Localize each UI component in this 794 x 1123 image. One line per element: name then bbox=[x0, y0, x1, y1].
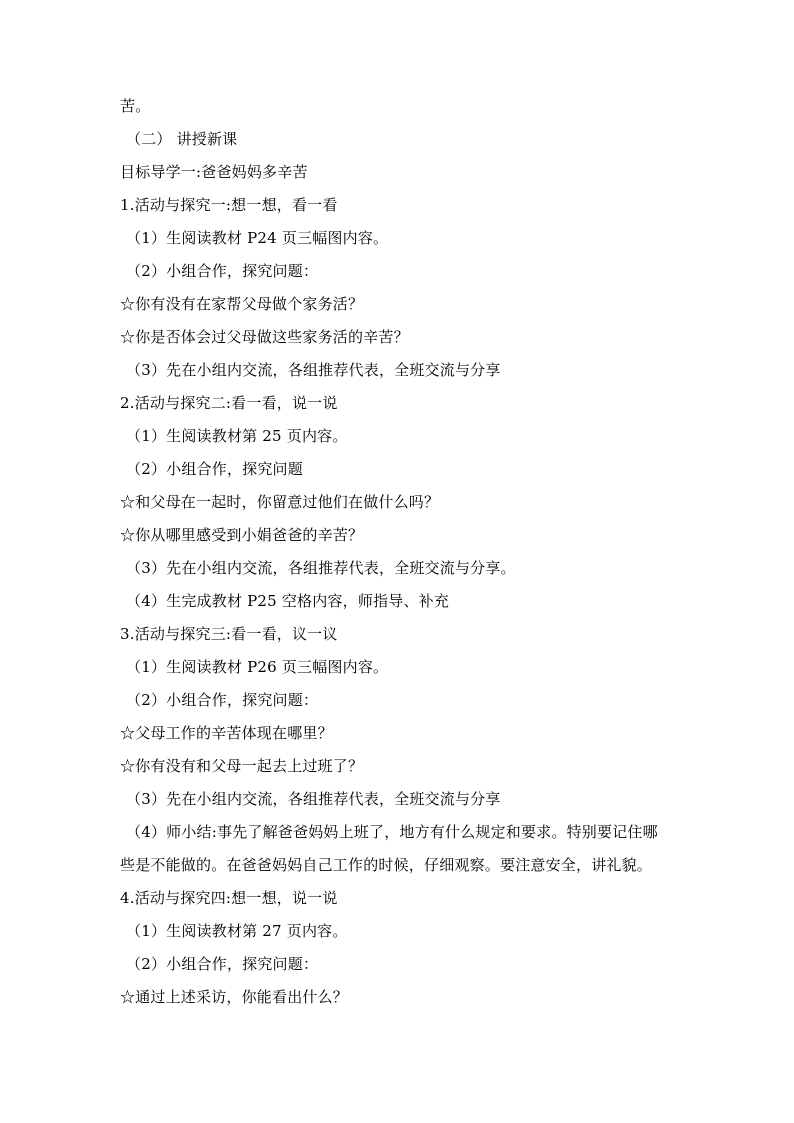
step-line: （1）生阅读教材第 25 页内容。 bbox=[126, 427, 348, 445]
activity-heading: 1.活动与探究一:想一想，看一看 bbox=[120, 196, 338, 214]
text-line: 苦。 bbox=[120, 97, 151, 115]
question-line: ☆你有没有和父母一起去上过班了？ bbox=[120, 757, 364, 775]
question-line: ☆和父母在一起时，你留意过他们在做什么吗？ bbox=[120, 493, 440, 511]
step-line: （4）生完成教材 P25 空格内容，师指导、补充 bbox=[126, 592, 450, 610]
step-line: （3）先在小组内交流，各组推荐代表，全班交流与分享 bbox=[126, 361, 501, 379]
section-heading: （二） 讲授新课 bbox=[126, 130, 238, 148]
question-line: ☆你是否体会过父母做这些家务活的辛苦？ bbox=[120, 328, 409, 346]
question-line: ☆你从哪里感受到小娟爸爸的辛苦？ bbox=[120, 526, 364, 544]
step-line: （3）先在小组内交流，各组推荐代表，全班交流与分享 bbox=[126, 790, 501, 808]
step-line: （1）生阅读教材 P26 页三幅图内容。 bbox=[126, 658, 389, 676]
step-line: （1）生阅读教材第 27 页内容。 bbox=[126, 922, 348, 940]
step-line: （1）生阅读教材 P24 页三幅图内容。 bbox=[126, 229, 389, 247]
question-line: ☆通过上述采访，你能看出什么？ bbox=[120, 988, 349, 1006]
step-line: （2）小组合作，探究问题： bbox=[126, 955, 319, 973]
question-line: ☆父母工作的辛苦体现在哪里？ bbox=[120, 724, 333, 742]
step-line: （2）小组合作，探究问题： bbox=[126, 262, 319, 280]
document-body bbox=[120, 90, 680, 1014]
step-line: （2）小组合作，探究问题： bbox=[126, 691, 319, 709]
activity-heading: 3.活动与探究三:看一看，议一议 bbox=[120, 625, 338, 643]
question-line: ☆你有没有在家帮父母做个家务活？ bbox=[120, 295, 364, 313]
activity-heading: 4.活动与探究四:想一想，说一说 bbox=[120, 889, 338, 907]
step-line: （2）小组合作，探究问题 bbox=[126, 460, 303, 478]
summary-line: （4）师小结:事先了解爸爸妈妈上班了，地方有什么规定和要求。特别要记住哪 bbox=[126, 823, 658, 841]
goal-heading: 目标导学一:爸爸妈妈多辛苦 bbox=[120, 163, 308, 181]
step-line: （3）先在小组内交流，各组推荐代表，全班交流与分享。 bbox=[126, 559, 516, 577]
activity-heading: 2.活动与探究二:看一看，说一说 bbox=[120, 394, 338, 412]
summary-line-continued: 些是不能做的。在爸爸妈妈自己工作的时候，仔细观察。要注意安全，讲礼貌。 bbox=[120, 856, 653, 874]
